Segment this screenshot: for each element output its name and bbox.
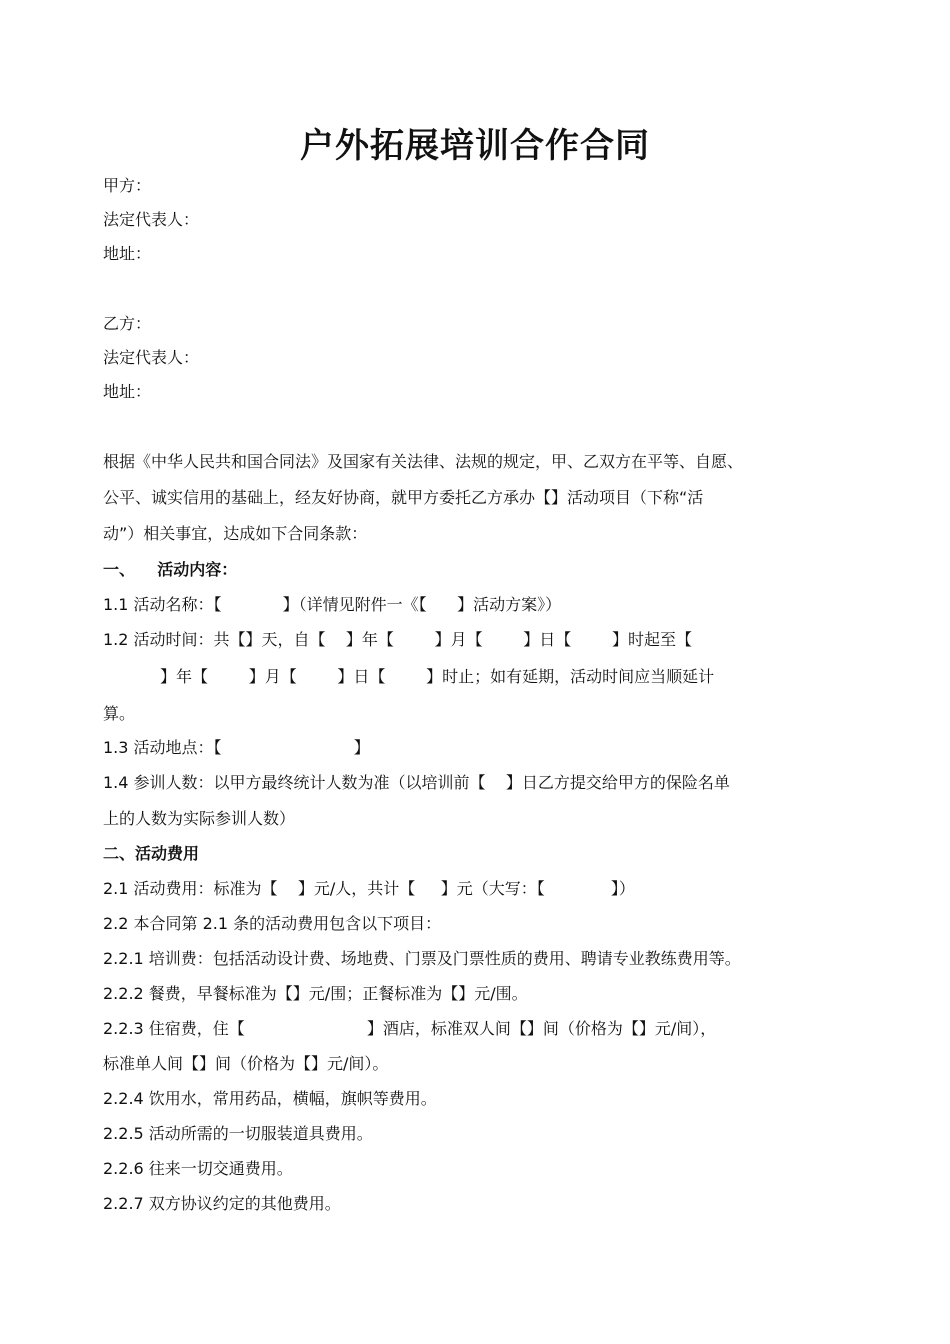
clause-2-2-1: 2.2.1 培训费：包括活动设计费、场地费、门票及门票性质的费用、聘请专业教练费用等。	[103, 949, 741, 968]
section-2-heading: 二、活动费用	[103, 844, 200, 863]
clause-2-2: 2.2 本合同第 2.1 条的活动费用包含以下项目：	[103, 914, 442, 933]
clause-2-2-3-line2: 标准单人间【】间（价格为【】元/间）。	[103, 1054, 389, 1073]
party-a-label: 甲方：	[103, 176, 152, 195]
clause-1-2-line1: 1.2 活动时间：共【】天，自【 】年【 】月【 】日【 】时起至【	[103, 630, 692, 649]
clause-1-2-line2: 】年【 】月【 】日【 】时止；如有延期，活动时间应当顺延计	[160, 667, 715, 686]
preamble-line: 动”）相关事宜，达成如下合同条款：	[103, 524, 368, 543]
section-1-heading: 一、 活动内容：	[103, 560, 238, 579]
clause-2-2-4: 2.2.4 饮用水，常用药品，横幅，旗帜等费用。	[103, 1089, 437, 1108]
preamble-line: 根据《中华人民共和国合同法》及国家有关法律、法规的规定，甲、乙双方在平等、自愿、	[103, 452, 744, 471]
clause-2-2-3-line1: 2.2.3 住宿费，住【 】酒店，标准双人间【】间（价格为【】元/间），	[103, 1019, 717, 1038]
clause-2-2-7: 2.2.7 双方协议约定的其他费用。	[103, 1194, 341, 1213]
clause-1-2-line3: 算。	[103, 704, 136, 723]
document-title: 户外拓展培训合作合同	[300, 126, 650, 166]
clause-2-2-6: 2.2.6 往来一切交通费用。	[103, 1159, 293, 1178]
clause-1-1: 1.1 活动名称：【 】（详情见附件一《【 】活动方案》）	[103, 595, 562, 614]
party-a-representative-label: 法定代表人：	[103, 210, 200, 229]
party-b-address-label: 地址：	[103, 382, 152, 401]
party-b-representative-label: 法定代表人：	[103, 348, 200, 367]
clause-1-4-line1: 1.4 参训人数：以甲方最终统计人数为准（以培训前【 】日乙方提交给甲方的保险名单	[103, 773, 730, 792]
party-a-address-label: 地址：	[103, 244, 152, 263]
clause-1-4-line2: 上的人数为实际参训人数）	[103, 809, 296, 828]
party-b-label: 乙方：	[103, 314, 152, 333]
preamble-line: 公平、诚实信用的基础上，经友好协商，就甲方委托乙方承办【】活动项目（下称“活	[103, 488, 704, 507]
clause-1-3: 1.3 活动地点：【 】	[103, 738, 370, 757]
clause-2-1: 2.1 活动费用：标准为【 】元/人，共计【 】元（大写：【 】）	[103, 879, 635, 898]
clause-2-2-5: 2.2.5 活动所需的一切服装道具费用。	[103, 1124, 373, 1143]
clause-2-2-2: 2.2.2 餐费，早餐标准为【】元/围；正餐标准为【】元/围。	[103, 984, 528, 1003]
